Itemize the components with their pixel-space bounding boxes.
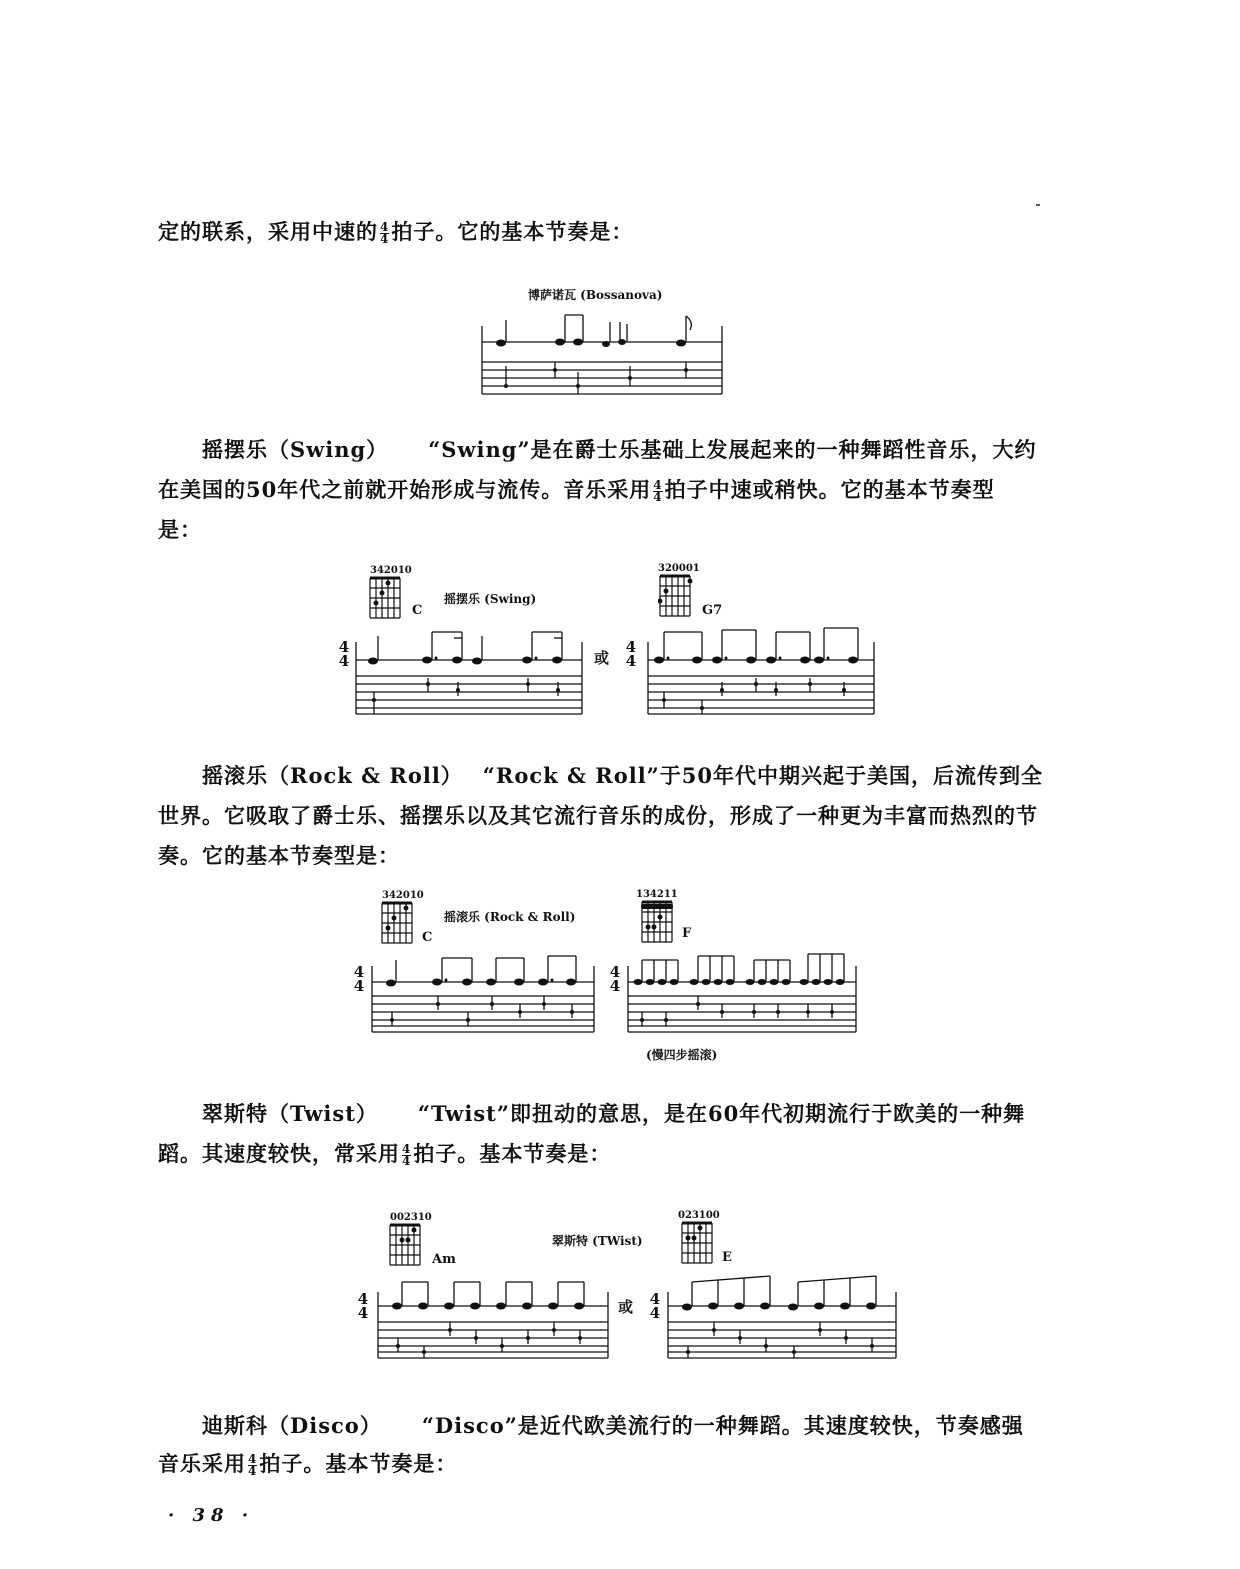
time-signature: 4 4	[357, 1290, 369, 1322]
rock-rhythm-staff-1	[368, 946, 604, 1036]
paragraph-line	[158, 1448, 457, 1478]
paragraph-line: 世界。它吸取了爵士乐、摇摆乐以及其它流行音乐的成份，形成了一种更为丰富而热烈的节	[158, 803, 1038, 828]
or-label: 或	[594, 649, 610, 667]
section-heading: 迪斯科（Disco）	[202, 1413, 382, 1438]
paragraph-line	[202, 434, 1037, 464]
text: 拍子。它的基本节奏是：	[391, 219, 634, 244]
swing-rhythm-staff-2	[644, 620, 884, 720]
scan-mark	[1036, 204, 1040, 206]
text: “Swing”是在爵士乐基础上发展起来的一种舞蹈性音乐，大约	[428, 437, 1037, 462]
time-signature-fraction: $\frac{4}{4}$	[402, 1142, 412, 1168]
text: 拍子。基本节奏是：	[259, 1451, 458, 1476]
chord-fingering: 023100	[678, 1210, 720, 1221]
chord-fingering: 342010	[382, 890, 424, 901]
chord-diagram-g7	[658, 574, 698, 620]
paragraph-line	[202, 1098, 1025, 1128]
section-heading: 摇摆乐（Swing）	[202, 437, 389, 462]
text: 在美国的50年代之前就开始形成与流传。音乐采用	[158, 477, 652, 502]
chord-diagram-e	[680, 1221, 720, 1267]
time-signature-fraction: $\frac{4}{4}$	[248, 1452, 258, 1478]
time-signature-fraction: $\frac{4}{4}$	[653, 478, 663, 504]
chord-name: C	[412, 603, 423, 618]
chord-name: C	[422, 930, 433, 945]
chord-name: F	[682, 926, 692, 941]
time-signature: 4 4	[609, 963, 621, 995]
text: 音乐采用	[158, 1451, 246, 1476]
paragraph-line: 奏。它的基本节奏型是：	[158, 843, 400, 868]
figure-caption: 博萨诺瓦 (Bossanova)	[528, 288, 663, 302]
paragraph-line	[202, 1410, 1024, 1440]
section-heading: 翠斯特（Twist）	[202, 1101, 378, 1126]
text: 拍子中速或稍快。它的基本节奏型	[664, 477, 995, 502]
paragraph-line: 是：	[158, 517, 202, 542]
chord-diagram-c	[368, 576, 408, 620]
text: “Twist”即扭动的意思，是在60年代初期流行于欧美的一种舞	[417, 1101, 1026, 1126]
figure-caption: 翠斯特 (TWist)	[552, 1234, 643, 1248]
text: 拍子。基本节奏是：	[413, 1141, 612, 1166]
chord-name: Am	[432, 1252, 456, 1267]
text: 定的联系，采用中速的	[158, 219, 378, 244]
text: 蹈。其速度较快，常采用	[158, 1141, 400, 1166]
section-heading: 摇滚乐（Rock & Roll）	[202, 763, 463, 788]
chord-name: G7	[702, 603, 723, 618]
swing-rhythm-staff-1	[352, 620, 592, 720]
figure-note: (慢四步摇滚)	[646, 1048, 718, 1062]
chord-diagram-f	[640, 900, 680, 946]
paragraph-line	[158, 216, 633, 246]
paragraph-line	[158, 474, 995, 504]
chord-fingering: 002310	[390, 1212, 432, 1223]
page-number: · 38 ·	[168, 1505, 255, 1526]
figure-caption: 摇滚乐 (Rock & Roll)	[444, 910, 576, 924]
time-signature: 4 4	[625, 638, 637, 670]
twist-rhythm-staff-2	[664, 1270, 904, 1364]
paragraph-line	[158, 1138, 611, 1168]
twist-rhythm-staff-1	[372, 1272, 616, 1364]
chord-diagram-c	[380, 901, 420, 947]
rock-rhythm-staff-2	[624, 946, 864, 1036]
or-label: 或	[618, 1298, 634, 1316]
chord-fingering: 134211	[636, 889, 678, 900]
time-signature: 4 4	[353, 963, 365, 995]
time-signature: 4 4	[649, 1290, 661, 1322]
figure-caption: 摇摆乐 (Swing)	[444, 592, 537, 606]
bossanova-rhythm-staff	[470, 300, 740, 405]
text: “Rock & Roll”于50年代中期兴起于美国，后流传到全	[482, 763, 1043, 788]
time-signature: 4 4	[338, 638, 350, 670]
chord-diagram-am	[388, 1223, 428, 1269]
chord-fingering: 342010	[370, 565, 412, 576]
chord-name: E	[722, 1250, 732, 1265]
chord-fingering: 320001	[658, 563, 700, 574]
text: “Disco”是近代欧美流行的一种舞蹈。其速度较快，节奏感强	[421, 1413, 1024, 1438]
time-signature-fraction: $\frac{4}{4}$	[380, 220, 390, 246]
paragraph-line	[202, 760, 1043, 790]
